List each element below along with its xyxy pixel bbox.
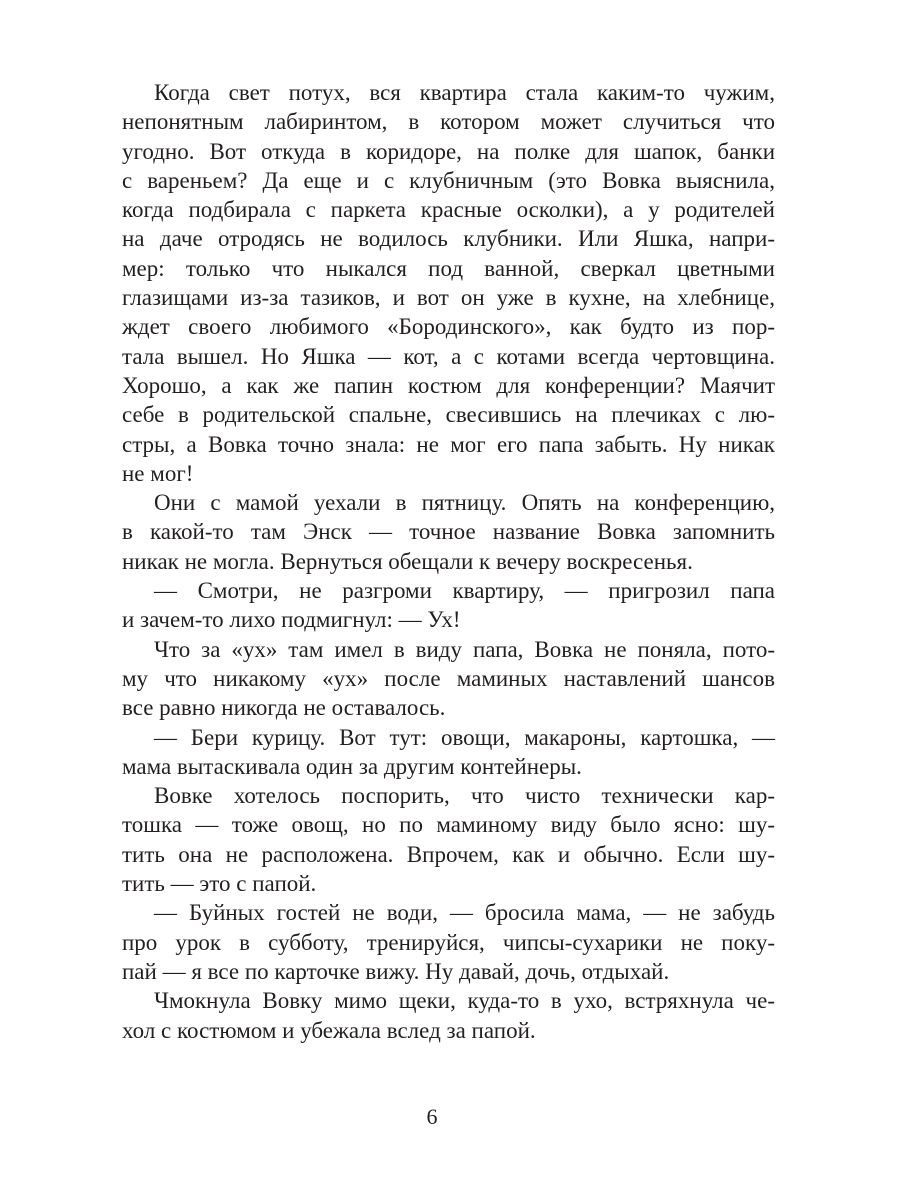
paragraph xyxy=(122,635,775,723)
text-line: ждет своего любимого «Бородинского», как будто из пор- xyxy=(122,314,775,340)
text-line: глазищами из-за тазиков, и вот он уже в кухне, на хлебнице, xyxy=(122,285,775,311)
text-line: про урок в субботу, тренируйся, чипсы-сухарики не поку- xyxy=(122,929,775,955)
paragraph xyxy=(122,488,775,576)
text-line: — Бери курицу. Вот тут: овощи, макароны, картошка, — xyxy=(154,724,775,750)
page-number: 6 xyxy=(426,1104,438,1129)
text-line: тить — это с папой. xyxy=(122,871,317,897)
paragraph xyxy=(122,78,775,488)
text-line: му что никакому «ух» после маминых наставлений шансов xyxy=(122,665,775,691)
paragraph xyxy=(122,986,775,1045)
paragraph xyxy=(122,723,775,782)
text-line: в какой-то там Энск — точное название Вовка запомнить xyxy=(122,519,775,545)
text-line: Они с мамой уехали в пятницу. Опять на конференцию, xyxy=(154,490,775,516)
text-line: Чмокнула Вовку мимо щеки, куда-то в ухо, встряхнула че- xyxy=(154,988,775,1014)
text-line: когда подбирала с паркета красные осколки), а у родителей xyxy=(122,197,775,223)
text-line: никак не могла. Вернуться обещали к вечеру воскресенья. xyxy=(122,548,693,574)
text-line: Вовке хотелось поспорить, что чисто технически кар- xyxy=(154,783,775,809)
text-line: угодно. Вот откуда в коридоре, на полке для шапок, банки xyxy=(122,138,775,164)
text-line: себе в родительской спальне, свесившись на плечиках с лю- xyxy=(122,402,775,428)
text-line: непонятным лабиринтом, в котором может случиться что xyxy=(122,109,775,135)
text-line: на даче отродясь не водилось клубники. Или Яшка, напри- xyxy=(122,226,775,252)
text-line: и зачем-то лихо подмигнул: — Ух! xyxy=(122,607,461,633)
text-line: с вареньем? Да еще и с клубничным (это Вовка выяснила, xyxy=(122,167,775,193)
text-line: мер: только что ныкался под ванной, сверкал цветными xyxy=(122,255,775,281)
paragraph xyxy=(122,898,775,986)
text-line: тошка — тоже овощ, но по маминому виду было ясно: шу- xyxy=(122,812,775,838)
body-text xyxy=(122,78,775,1045)
text-line: не мог! xyxy=(122,460,194,486)
text-line: тить она не расположена. Впрочем, как и обычно. Если шу- xyxy=(122,841,775,867)
paragraph xyxy=(122,576,775,635)
paragraph xyxy=(122,781,775,898)
text-line: мама вытаскивала один за другим контейнеры. xyxy=(122,753,582,779)
text-line: пай — я все по карточке вижу. Ну давай, дочь, отдыхай. xyxy=(122,958,670,984)
text-line: — Буйных гостей не води, — бросила мама, — не забудь xyxy=(154,900,775,926)
text-line: стры, а Вовка точно знала: не мог его папа забыть. Ну никак xyxy=(122,431,775,457)
text-line: Когда свет потух, вся квартира стала каким-то чужим, xyxy=(154,80,775,105)
text-line: тала вышел. Но Яшка — кот, а с котами всегда чертовщина. xyxy=(122,343,775,369)
text-line: Что за «ух» там имел в виду папа, Вовка не поняла, пото- xyxy=(154,636,775,662)
text-line: Хорошо, а как же папин костюм для конференции? Маячит xyxy=(122,372,775,398)
text-line: хол с костюмом и убежала вслед за папой. xyxy=(122,1017,536,1043)
text-line: все равно никогда не оставалось. xyxy=(122,695,446,721)
text-line: — Смотри, не разгроми квартиру, — пригрозил папа xyxy=(154,578,775,604)
